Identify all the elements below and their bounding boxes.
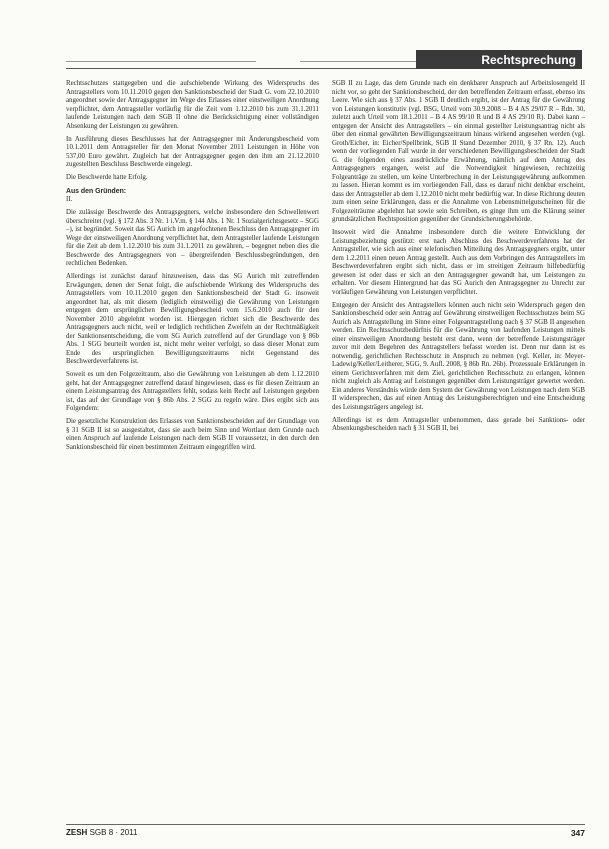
header-rule	[66, 61, 256, 62]
paragraph: Die gesetzliche Konstruktion des Erlasses von Sanktionsbescheiden auf der Grundlage von § 31 SGB II ist so ausgestaltet, dass sie auch beim Sinn und Wortlaut dem Grunde nach einen Anspruch auf laufende Leistungen nach dem SGB II voraussetzt, in den durch den Sanktionsbescheid für einen bestimmten Zeitraum eingegriffen wird.	[66, 418, 319, 451]
header-rule	[300, 61, 416, 62]
journal-name: ZESH	[66, 828, 88, 837]
journal-issue: SGB 8 · 2011	[89, 828, 138, 837]
section-label	[416, 50, 582, 69]
section-heading: Aus den Gründen:	[66, 187, 127, 195]
section-label-text: Rechtsprechung	[481, 52, 576, 67]
paragraph: SGB II zu Lage, das dem Grunde nach ein denkbarer Anspruch auf Arbeitslosengeld II nicht vor, so geht der Sanktionsbescheid, der den betreffenden Zeitraum erfasst, ebenso ins Leere. Wie sich aus § 37 Abs. 1 SGB II deutlich ergibt, ist der Antrag für die Gewährung von Leistungen konstitutiv (vgl. BSG, Urteil vom 30.9.2008 – B 4 AS 29/07 R – Rdn. 30, zuletzt auch Urteil vom 18.1.2011 – B 4 AS 99/10 R und B 4 AS 29/10 R). Dabei kann – entgegen der Ansicht des Antragstellers – ein einmal gestellter Leistungsantrag nicht als über den einmal gewährten Bewilligungszeitraum hinaus wirkend angesehen werden (vgl. Groth/Eicher, in: Eicher/Spellbrink, SGB II Stand Dezember 2010, § 37 Rn. 12). Auch wenn der vorliegenden Fall wurde in der verschiedenen Bewilligungsbescheiden der Stadt G. die folgenden eines ausdrückliche Erwähnung, nämlich auf dem Antrag des Antragsgegners ergangen, weist auf die Notwendigkeit hingewiesen, rechtzeitig Folgeanträge zu stellen, um keine Unterbrechung in der Leistungsgewährung aufkommen zu lassen. Hieran kommt es im vorliegenden Fall, dass es darauf nicht denkbar erscheint, dass der Antragsteller ab dem 1.12.2010 nicht mehr bedürftig war. In diese Richtung deuten zum einen seine Erklärungen, dass er die Annahme von Lebensmittelgutscheinen für die Folgezeiträume abgelehnt hat sowie sein Schreiben, es ginge ihm um die Klärung seiner grundsätzlichen Rechtsposition gegenüber der Grundsicherungsbehörde.	[332, 80, 585, 223]
paragraph: Rechtsschutzes stattgegeben und die aufschiebende Wirkung des Widerspruchs des Antragstellers vom 10.11.2010 gegen den Sanktionsbescheid der Stadt G. vom 22.10.2010 angeordnet sowie der Antragsgegner im Wege des Erlasses einer einstweiligen Anordnung verpflichtet, dem Antragsteller vorläufig für die Zeit vom 1.12.2010 bis zum 31.1.2011 laufende Leistungen nach dem SGB II ohne die Berücksichtigung einer vollständigen Absenkung der Leistungen zu gewähren.	[66, 80, 319, 130]
journal-reference	[66, 828, 137, 837]
paragraph: Insoweit wird die Annahme insbesondere durch die weitere Entwicklung der Leistungsbeziehung gestützt: erst nach Abschluss des Beschwerdeverfahrens hat der Antragsteller, wie sich aus einer telefonischen Mitteilung des Antragsgegners ergibt, unter dem 1.2.2011 einen neuen Antrag gestellt. Auch aus dem Vorbringen des Antragstellers im Beschwerdeverfahren ergibt sich nicht, dass er im streitigen Zeitraum hilfebedürftig gewesen ist oder dass er sich an den Antragsgegner gewandt hat, um Leistungen zu erhalten. Vor diesem Hintergrund hat das SG Aurich den Antragsgegner zu Unrecht zur vorläufigen Gewährung von Leistungen verpflichtet.	[332, 229, 585, 296]
footer-rule	[66, 824, 585, 825]
right-column	[332, 80, 585, 820]
left-column	[66, 80, 319, 820]
header-rule	[66, 68, 416, 69]
paragraph: Die Beschwerde hatte Erfolg.	[66, 174, 148, 181]
paragraph: Die zulässige Beschwerde des Antragsgegners, welche insbesondere den Schwellenwert überschreitet (vgl. § 172 Abs. 3 Nr. 1 i.V.m. § 144 Abs. 1 Nr. 1 Sozialgerichtsgesetz – SGG –), ist begründet. Soweit das SG Aurich im angefochtenen Beschluss den Antragsgegner im Wege der einstweiligen Anordnung verpflichtet hat, dem Antragsteller laufende Leistungen für die Zeit ab dem 1.12.2010 bis zum 31.1.2011 zu gewähren, – begegnet neben dies die Beschwerde des Antragsgegners von – übergreifenden Beschlussbegründungen, den rechtlichen Bedenken.	[66, 209, 319, 267]
paragraph: Soweit es um den Folgezeitraum, also die Gewährung von Leistungen ab dem 1.12.2010 geht, hat der Antragsgegner zutreffend darauf hingewiesen, dass es für diesen Zeitraum an einem Leistungsantrag des Antragstellers fehlt, sodass kein Recht auf Leistungen gegeben ist, das auf der Grundlage von § 86b Abs. 2 SGG zu regeln wäre. Dies ergibt sich aus Folgendem:	[66, 371, 319, 412]
section-number: II.	[66, 196, 73, 203]
paragraph: In Ausführung dieses Beschlusses hat der Antragsgegner mit Änderungsbescheid vom 10.1.2011 dem Antragsteller für den Monat November 2011 Leistungen in Höhe von 537,00 Euro gewährt. Zugleich hat der Antragsgegner gegen den ihm am 21.12.2010 zugestellten Beschluss Beschwerde eingelegt.	[66, 135, 319, 168]
paragraph: Entgegen der Ansicht des Antragstellers können auch nicht sein Widerspruch gegen den Sanktionsbescheid oder sein Antrag auf Gewährung einstweiligen Rechtsschutzes beim SG Aurich als Antragstellung im Sinne einer Folgeantragstellung nach § 37 SGB II angesehen werden. Ein Rechtsschutzbedürfnis für die Gewährung von laufenden Leistungen mittels einer einstweiligen Anordnung besteht erst dann, wenn der betreffende Leistungsträger zuvor mit dem Begehren des Antragstellers befasst worden ist. Denn nur dann ist es notwendig, gerichtlichen Rechtsschutz in Anspruch zu nehmen (vgl. Keller, in: Meyer-Ladewig/Keller/Leitherer, SGG, 9. Aufl. 2008, § 86b Rn. 26b). Prozessuale Erklärungen in einem Gerichtsverfahren mit dem Ziel, gerichtlichen Rechtsschutz zu erlangen, können nicht zugleich als Antrag auf Leistungen gegenüber dem Leistungsträger gewertet werden. Ein anderes Verständnis würde dem System der Gewährung von Leistungen nach dem SGB II widersprechen, das auf einen Antrag des Leistungsberechtigten und eine Entscheidung des Leistungsträgers angelegt ist.	[332, 301, 585, 411]
page-number: 347	[570, 828, 585, 838]
paragraph: Allerdings ist zunächst darauf hinzuweisen, dass das SG Aurich mit zutreffenden Erwägungen, denen der Senat folgt, die aufschiebende Wirkung des Widerspruchs des Antragstellers vom 10.11.2010 gegen den Sanktionsbescheid der Stadt G. insoweit angeordnet hat, als mit diesem (lediglich einstweilig) die Gewährung von Leistungen entgegen dem ursprünglichen Bewilligungsbescheid vom 15.6.2010 auch für den November 2010 abgelehnt worden ist. Hiergegen richtet sich die Beschwerde des Antragsgegners auch nicht, weil er lediglich rechtlichen Zweifeln an der Rechtmäßigkeit der Sanktionsentscheidung, die vom SG Aurich zutreffend auf der Grundlage von § 86b Abs. 1 SGG beurteilt worden ist, nicht mehr weiter verfolgt, so dass dieser Monat zum Ende des ursprünglichen Bewilligungszeitraums nicht Gegenstand des Beschwerdeverfahrens ist.	[66, 273, 319, 365]
paragraph: Allerdings ist es dem Antragsteller unbenommen, dass gerade bei Sanktions- oder Absenkungsbescheiden nach § 31 SGB II, bei	[332, 416, 585, 432]
